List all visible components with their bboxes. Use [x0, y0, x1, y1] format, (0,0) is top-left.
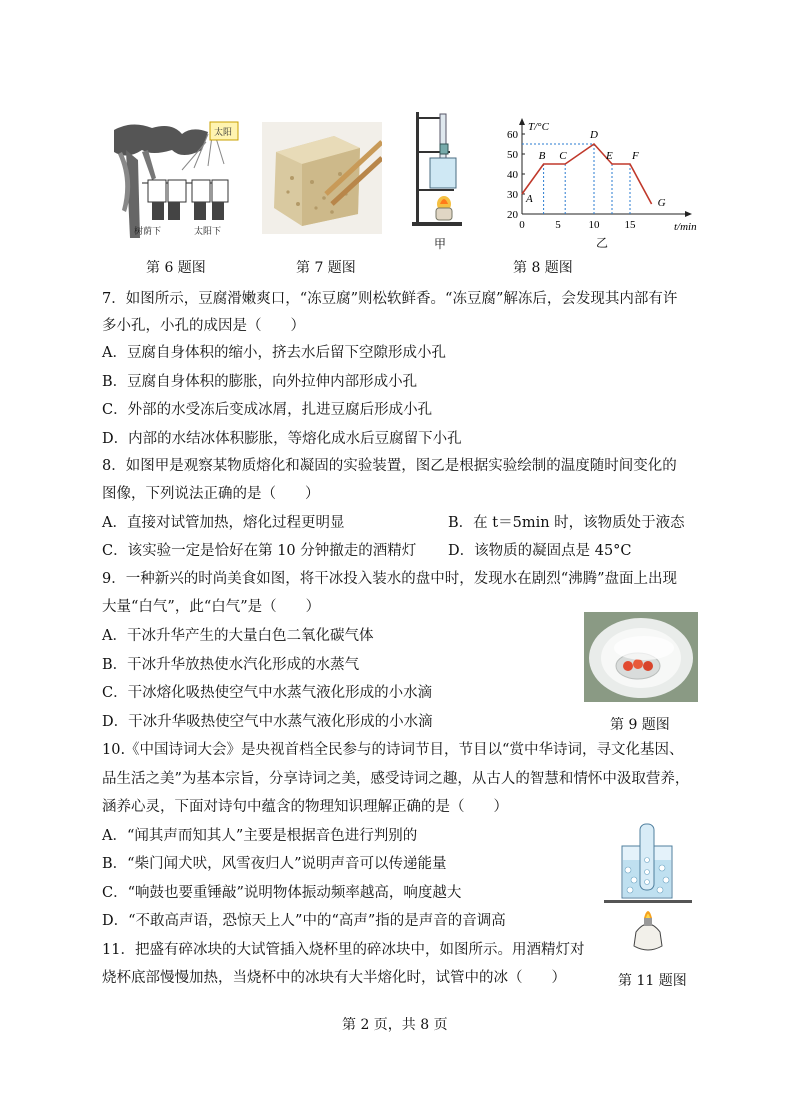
- q8-option-d[interactable]: D．该物质的凝固点是 45°C: [448, 543, 632, 559]
- fig6-caption: 第 6 题图: [146, 260, 206, 276]
- q7-option-a[interactable]: A．豆腐自身体积的缩小，挤去水后留下空隙形成小孔: [102, 345, 446, 361]
- y-axis-label: T/°C: [528, 121, 549, 133]
- q9-option-a[interactable]: A．干冰升华产生的大量白色二氧化碳气体: [102, 628, 374, 644]
- q8-option-b[interactable]: B．在 t＝5min 时，该物质处于液态: [448, 515, 685, 531]
- fig8-graph-label: 乙: [596, 236, 609, 250]
- q11-stem-line1: 11．把盛有碎冰块的大试管插入烧杯里的碎冰块中，如图所示。用酒精灯对: [102, 942, 585, 958]
- q8-stem-line1: 8．如图甲是观察某物质熔化和凝固的实验装置，图乙是根据实验绘制的温度随时间变化的: [102, 458, 677, 474]
- q11-stem-line2: 烧杯底部慢慢加热，当烧杯中的冰块有大半熔化时，试管中的冰（ ）: [102, 970, 566, 986]
- point-label-d: D: [590, 129, 598, 141]
- q10-stem-line1: 10.《中国诗词大会》是央视首档全民参与的诗词节目，节目以“赏中华诗词，寻文化基因、: [102, 742, 684, 758]
- fig11-caption: 第 11 题图: [618, 973, 687, 989]
- q7-option-d[interactable]: D．内部的水结冰体积膨胀，等熔化成水后豆腐留下小孔: [102, 431, 462, 447]
- point-label-e: E: [606, 150, 613, 162]
- figure-8-apparatus: [410, 108, 466, 250]
- x-tick-label: 5: [555, 219, 561, 231]
- y-tick-label: 20: [507, 209, 518, 221]
- fig8-apparatus-drawing: [410, 108, 466, 250]
- q8-option-a[interactable]: A．直接对试管加热，熔化过程更明显: [102, 515, 345, 531]
- y-axis-arrow: [519, 118, 525, 125]
- fig6-right-label: 太阳下: [194, 227, 222, 237]
- q10-stem-line2: 品生活之美”为基本宗旨，分享诗词之美，感受诗词之趣，从古人的智慧和情怀中汲取营养，: [102, 771, 690, 787]
- q9-option-c[interactable]: C．干冰熔化吸热使空气中水蒸气液化形成的小水滴: [102, 685, 433, 701]
- point-label-c: C: [559, 150, 567, 162]
- x-tick-label: 10: [588, 219, 600, 231]
- q10-stem-line3: 涵养心灵，下面对诗句中蕴含的物理知识理解正确的是（ ）: [102, 799, 508, 815]
- y-tick-label: 50: [507, 149, 518, 161]
- q10-option-a[interactable]: A．“闻其声而知其人”主要是根据音色进行判别的: [102, 828, 418, 844]
- q7-option-c[interactable]: C．外部的水受冻后变成冰屑，扎进豆腐后形成小孔: [102, 402, 433, 418]
- q9-option-d[interactable]: D．干冰升华吸热使空气中水蒸气液化形成的小水滴: [102, 714, 433, 730]
- temperature-time-chart: [500, 116, 700, 248]
- fig6-left-label: 树荫下: [134, 227, 162, 237]
- point-label-a: A: [526, 193, 533, 205]
- fig9-dish-photo: [584, 612, 698, 702]
- x-tick-label: 0: [519, 219, 525, 231]
- figure-7: [262, 122, 382, 234]
- q10-option-b[interactable]: B．“柴门闻犬吠，风雪夜归人”说明声音可以传递能量: [102, 856, 447, 872]
- q9-stem-line1: 9．一种新兴的时尚美食如图，将干冰投入装水的盘中时，发现水在剧烈“沸腾”盘面上出现: [102, 571, 678, 587]
- x-axis-label: t/min: [674, 221, 697, 233]
- point-label-f: F: [632, 150, 639, 162]
- figure-6: [112, 120, 240, 240]
- q10-option-c[interactable]: C．“响鼓也要重锤敲”说明物体振动频率越高，响度越大: [102, 885, 462, 901]
- fig8-apparatus-label: 甲: [434, 237, 447, 251]
- q7-stem-line1: 7．如图所示，豆腐滑嫩爽口，“冻豆腐”则松软鲜香。“冻豆腐”解冻后，会发现其内部有许: [102, 291, 678, 307]
- q9-stem-line2: 大量“白气”，此“白气”是（ ）: [102, 599, 321, 615]
- y-tick-label: 60: [507, 129, 518, 141]
- point-label-g: G: [657, 197, 666, 209]
- fig8-caption: 第 8 题图: [513, 260, 573, 276]
- q7-stem-line2: 多小孔，小孔的成因是（ ）: [102, 318, 305, 334]
- q8-option-c[interactable]: C．该实验一定是恰好在第 10 分钟撤走的酒精灯: [102, 543, 417, 559]
- y-tick-label: 40: [507, 169, 518, 181]
- x-axis-arrow: [685, 211, 692, 217]
- x-tick-label: 15: [624, 219, 636, 231]
- fig6-illustration: [112, 120, 240, 240]
- fig9-caption: 第 9 题图: [610, 717, 670, 733]
- fig6-sun-label: 太阳: [214, 128, 233, 138]
- page-footer: 第 2 页，共 8 页: [342, 1017, 448, 1033]
- fig7-tofu-photo: [262, 122, 382, 234]
- y-tick-label: 30: [507, 189, 518, 201]
- figure-8-chart: [500, 116, 700, 248]
- q7-option-b[interactable]: B．豆腐自身体积的膨胀，向外拉伸内部形成小孔: [102, 374, 418, 390]
- figure-9: [584, 612, 698, 702]
- q8-stem-line2: 图像，下列说法正确的是（ ）: [102, 486, 320, 502]
- figure-11: [602, 820, 694, 962]
- point-label-b: B: [538, 150, 546, 162]
- fig11-apparatus-drawing: [602, 820, 694, 962]
- q9-option-b[interactable]: B．干冰升华放热使水汽化形成的水蒸气: [102, 657, 360, 673]
- fig7-caption: 第 7 题图: [296, 260, 356, 276]
- q10-option-d[interactable]: D．“不敢高声语，恐惊天上人”中的“高声”指的是声音的音调高: [102, 913, 506, 929]
